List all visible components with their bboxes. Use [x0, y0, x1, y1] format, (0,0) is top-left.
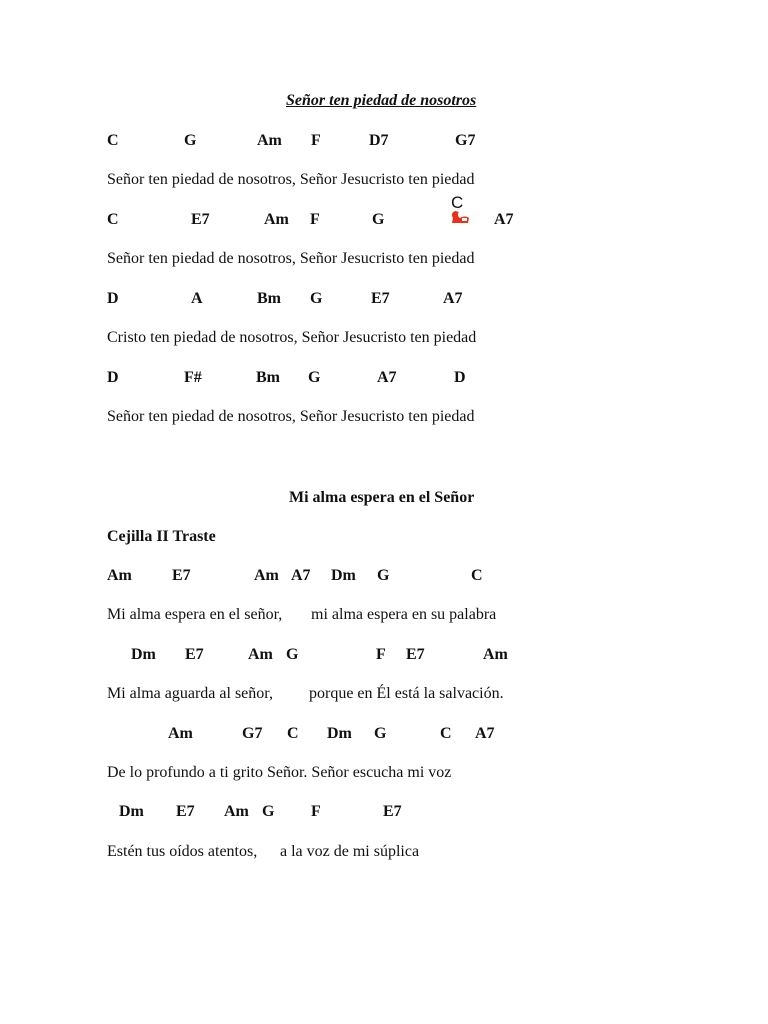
song1-lyric-4: Señor ten piedad de nosotros, Señor Jesucristo ten piedad: [107, 408, 475, 425]
annotation-letter: C: [451, 193, 464, 212]
chord: F#: [184, 369, 202, 386]
chord: Am: [257, 132, 282, 149]
chord: D: [454, 369, 466, 386]
lyric-part: De lo profundo a ti grito Señor. Señor escucha mi voz: [107, 764, 452, 781]
chord: G: [372, 211, 385, 228]
chord: E7: [172, 567, 191, 584]
chord: G: [308, 369, 321, 386]
chord: Dm: [119, 803, 144, 820]
chord: Am: [254, 567, 279, 584]
chord: Am: [168, 725, 193, 742]
lyric-part: a la voz de mi súplica: [280, 843, 420, 860]
chord: G: [377, 567, 390, 584]
chord: Dm: [131, 646, 156, 663]
song1-lyric-1: Señor ten piedad de nosotros, Señor Jesucristo ten piedad: [107, 171, 475, 188]
chord: C: [287, 725, 299, 742]
chord: Am: [107, 567, 132, 584]
chord: Am: [224, 803, 249, 820]
chord: Bm: [256, 369, 280, 386]
chord: Am: [264, 211, 289, 228]
song1-lyric-2: Señor ten piedad de nosotros, Señor Jesucristo ten piedad: [107, 250, 475, 267]
chord: G7: [455, 132, 476, 149]
chord: Bm: [257, 290, 281, 307]
chord: E7: [383, 803, 402, 820]
song2-title: Mi alma espera en el Señor: [289, 489, 475, 506]
chord: E7: [406, 646, 425, 663]
chord: G: [374, 725, 387, 742]
song1-title: Señor ten piedad de nosotros: [286, 92, 477, 109]
chord: Am: [248, 646, 273, 663]
song1-lyric-3: Cristo ten piedad de nosotros, Señor Jesucristo ten piedad: [107, 329, 477, 346]
chord: E7: [191, 211, 210, 228]
chord: G: [262, 803, 275, 820]
handwritten-annotation: [448, 194, 474, 228]
chord: F: [311, 132, 321, 149]
chord: A7: [443, 290, 463, 307]
chord: F: [376, 646, 386, 663]
lyric-part: Estén tus oídos atentos,: [107, 843, 258, 860]
chord: C: [107, 132, 119, 149]
lyric-part: mi alma espera en su palabra: [311, 606, 497, 623]
chord: E7: [371, 290, 390, 307]
chord: G: [184, 132, 197, 149]
chord: C: [107, 211, 119, 228]
chord: Dm: [331, 567, 356, 584]
chord: D: [107, 369, 119, 386]
chord: C: [440, 725, 452, 742]
chord: F: [310, 211, 320, 228]
chord: A7: [377, 369, 397, 386]
chord: A7: [475, 725, 495, 742]
chord: A7: [291, 567, 311, 584]
lyric-part: Mi alma aguarda al señor,: [107, 685, 273, 702]
chord: A: [191, 290, 203, 307]
chord: Am: [483, 646, 508, 663]
chord: D7: [369, 132, 389, 149]
red-mark-icon: [450, 209, 470, 225]
capo-note: Cejilla II Traste: [107, 528, 216, 545]
chord: C: [471, 567, 483, 584]
chord: A7: [494, 211, 514, 228]
chord: G7: [242, 725, 263, 742]
chord: D: [107, 290, 119, 307]
chord: E7: [176, 803, 195, 820]
chord: Dm: [327, 725, 352, 742]
chord: F: [311, 803, 321, 820]
chord: E7: [185, 646, 204, 663]
lyric-part: porque en Él está la salvación.: [309, 685, 504, 702]
chord: G: [310, 290, 323, 307]
chord: G: [286, 646, 299, 663]
lyric-part: Mi alma espera en el señor,: [107, 606, 283, 623]
